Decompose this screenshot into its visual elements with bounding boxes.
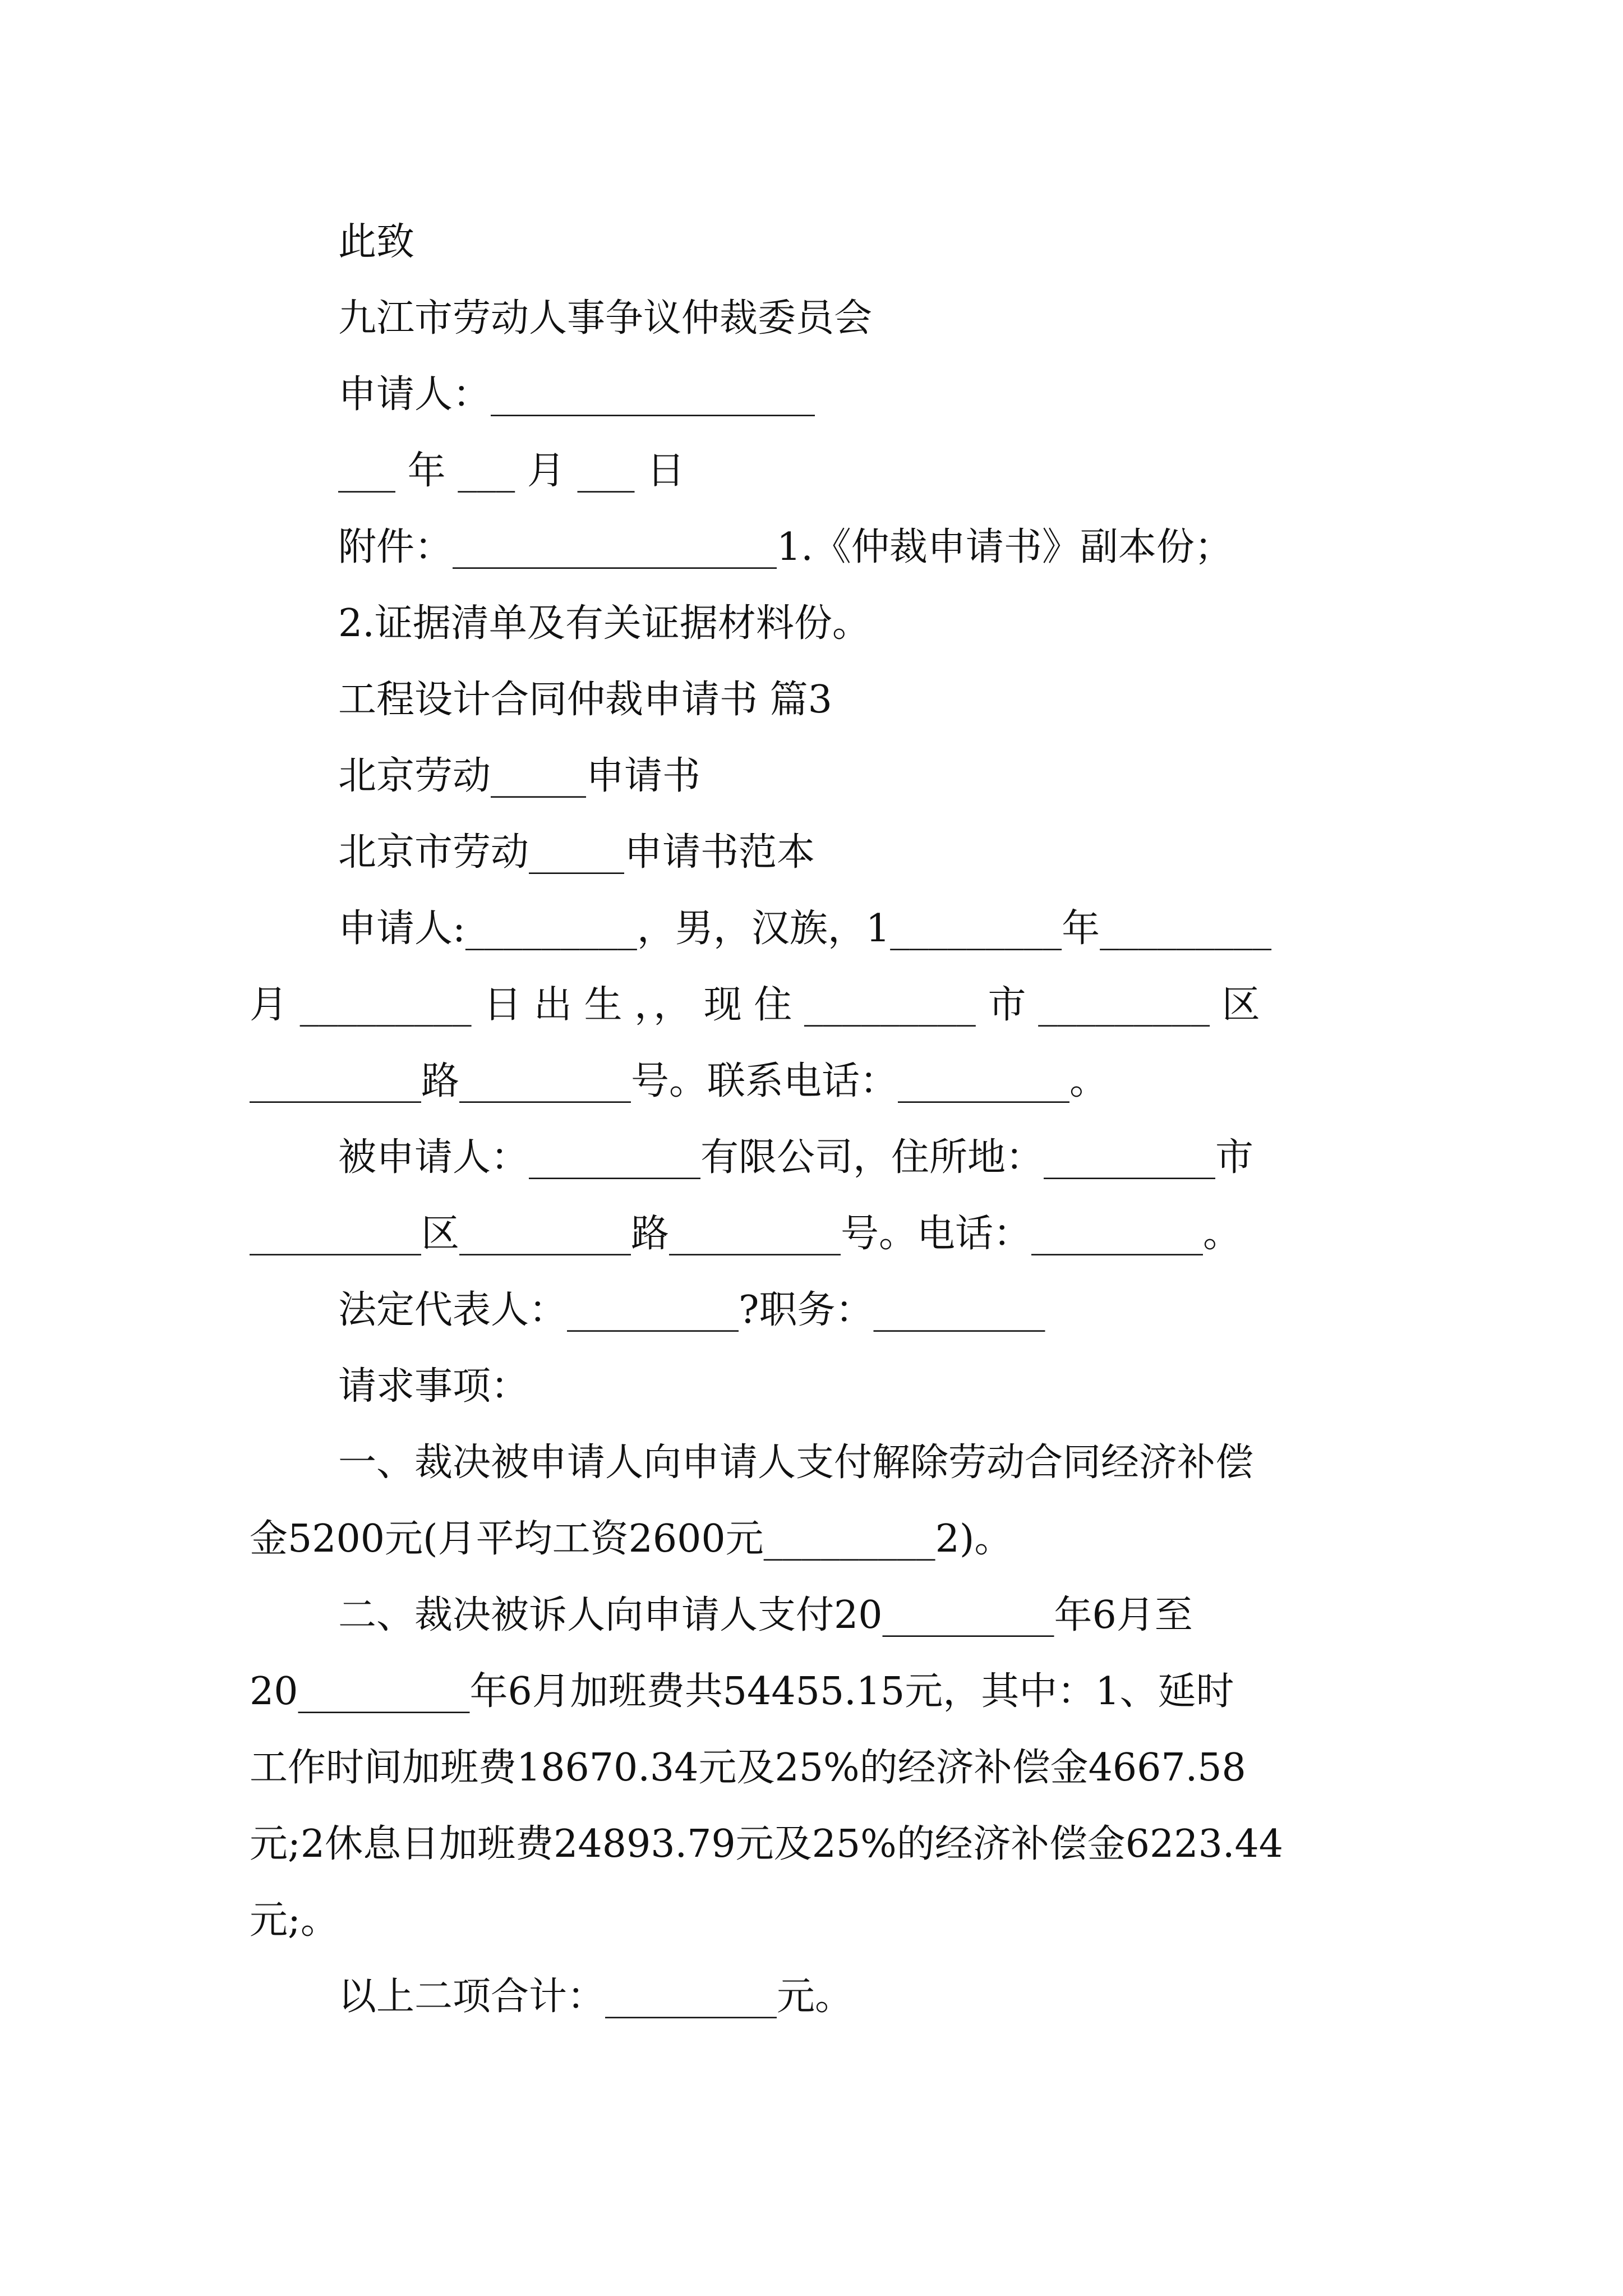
claim-1-line-2: 金5200元(月平均工资2600元_________2)。: [250, 1517, 1013, 1561]
respondent-info-line-1: 被申请人：_________有限公司，住所地：_________市: [338, 1135, 1254, 1180]
total-line: 以上二项合计：_________元。: [338, 1975, 854, 2019]
subheading-1: 北京劳动_____申请书: [338, 754, 701, 798]
claim-1-line-1: 一、裁决被申请人向申请人支付解除劳动合同经济补偿: [338, 1441, 1254, 1485]
claim-2-line-5: 元;。: [250, 1898, 339, 1943]
claim-2-line-1: 二、裁决被诉人向申请人支付20_________年6月至: [338, 1593, 1193, 1637]
claims-heading: 请求事项：: [338, 1364, 529, 1409]
claim-2-line-4: 元;2休息日加班费24893.79元及25%的经济补偿金6223.44: [250, 1822, 1283, 1866]
applicant-info-line-2: 月 _________ 日 出 生 ，， 现 住 _________ 市 _________ 区: [250, 983, 1260, 1027]
subheading-2: 北京市劳动_____申请书范本: [338, 830, 815, 875]
applicant-signature: 申请人：_________________: [338, 372, 815, 417]
claim-2-line-2: 20_________年6月加班费共54455.15元，其中：1、延时: [250, 1669, 1234, 1714]
respondent-info-line-2: _________区_________路_________号。电话：_________。: [250, 1212, 1242, 1256]
applicant-info-line-1: 申请人:_________，男，汉族，1_________年_________: [338, 907, 1272, 951]
signature-date: ___ 年 ___ 月 ___ 日: [338, 449, 685, 493]
legal-representative: 法定代表人：_________?职务：_________: [338, 1288, 1045, 1332]
recipient-committee: 九江市劳动人事争议仲裁委员会: [338, 296, 873, 341]
section-heading: 工程设计合同仲裁申请书 篇3: [338, 678, 832, 722]
attachment-line-2: 2.证据清单及有关证据材料份。: [338, 601, 870, 646]
closing-salutation: 此致: [338, 220, 415, 264]
applicant-info-line-3: _________路_________号。联系电话：_________。: [250, 1059, 1108, 1103]
attachment-line-1: 附件：_________________1.《仲裁申请书》副本份；: [338, 525, 1233, 569]
claim-2-line-3: 工作时间加班费18670.34元及25%的经济补偿金4667.58: [250, 1746, 1246, 1790]
